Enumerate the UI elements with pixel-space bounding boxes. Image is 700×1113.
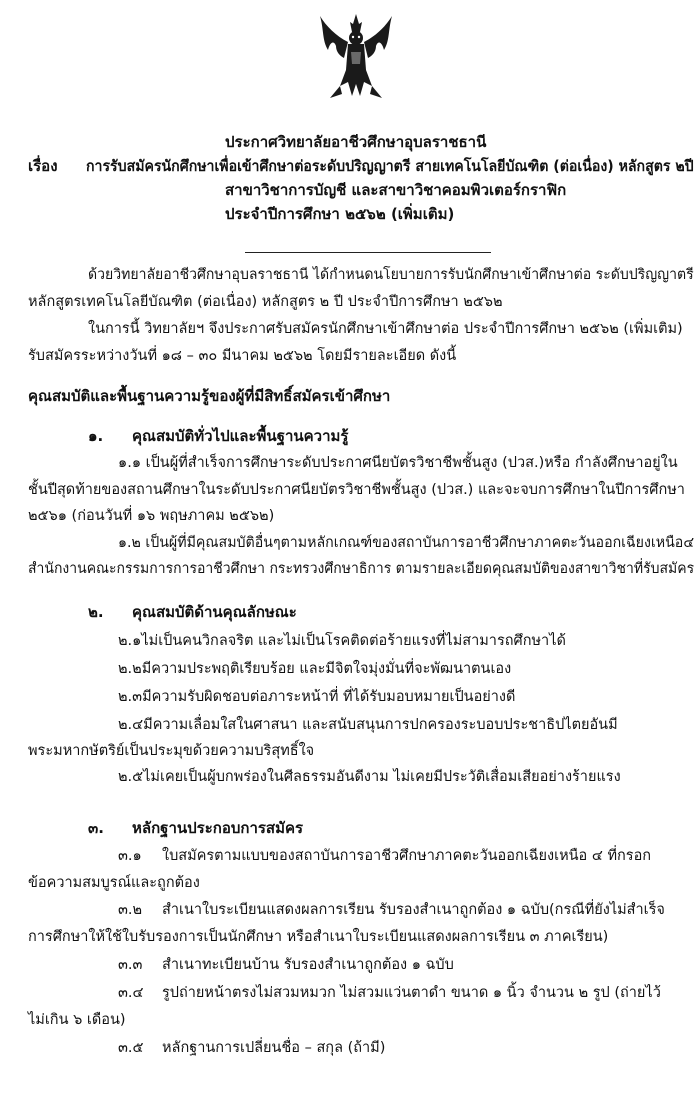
section-1-line-3: ๒๕๖๑ (ก่อนวันที่ ๑๖ พฤษภาคม ๒๕๖๒) [28, 508, 275, 524]
item-text: สำเนาใบระเบียนแสดงผลการเรียน รับรองสำเนาถูกต้อง ๑ ฉบับ(กรณีที่ยังไม่สำเร็จ [162, 902, 665, 918]
section-3-item-5 [118, 1037, 385, 1059]
intro-p1-line-2: หลักสูตรเทคโนโลยีบัณฑิต (ต่อเนื่อง) หลักสูตร ๒ ปี ประจำปีการศึกษา ๒๕๖๒ [28, 294, 503, 310]
section-2-line-3: ๒.๓มีความรับผิดชอบต่อภาระหน้าที่ ที่ได้รับมอบหมายเป็นอย่างดี [118, 689, 516, 705]
section-1-line-4: ๑.๒ เป็นผู้ที่มีคุณสมบัติอื่นๆตามหลักเกณฑ์ของสถาบันการอาชีวศึกษาภาคตะวันออกเฉียงเหนือ๔ [118, 535, 695, 551]
section-1-line-2: ชั้นปีสุดท้ายของสถานศึกษาในระดับประกาศนียบัตรวิชาชีพชั้นสูง (ปวส.) และจะจบการศึกษาในปีการศึกษา [28, 482, 685, 498]
section-2-line-2: ๒.๒มีความประพฤติเรียบร้อย และมีจิตใจมุ่งมั่นที่จะพัฒนาตนเอง [118, 661, 512, 677]
item-number: ๓.๒ [118, 902, 143, 918]
section-1-line-1: ๑.๑ เป็นผู้ที่สำเร็จการศึกษาระดับประกาศนียบัตรวิชาชีพชั้นสูง (ปวส.)หรือ กำลังศึกษาอยู่ใน [118, 455, 678, 471]
section-2-line-4: ๒.๔มีความเลื่อมใสในศาสนา และสนับสนุนการปกครองระบอบประชาธิปไตยอันมี [118, 717, 618, 733]
subject-line-1: การรับสมัครนักศึกษาเพื่อเข้าศึกษาต่อระดับปริญญาตรี สายเทคโนโลยีบัณฑิต (ต่อเนื่อง) หลักสูตร ๒ปี [86, 157, 694, 175]
intro-p2-line-1: ในการนี้ วิทยาลัยฯ จึงประกาศรับสมัครนักศึกษาเข้าศึกษาต่อ ประจำปีการศึกษา ๒๕๖๒ (เพิ่มเติม) [88, 321, 683, 337]
announcement-title: ประกาศวิทยาลัยอาชีวศึกษาอุบลราชธานี [225, 133, 487, 151]
garuda-emblem-icon [318, 12, 394, 104]
section-2-heading [88, 601, 297, 623]
item-text: สำเนาทะเบียนบ้าน รับรองสำเนาถูกต้อง ๑ ฉบับ [162, 957, 454, 973]
section-3-item-2 [118, 899, 665, 921]
section-2-line-1: ๒.๑ไม่เป็นคนวิกลจริต และไม่เป็นโรคติดต่อร้ายแรงที่ไม่สามารถศึกษาได้ [118, 633, 566, 649]
item-number: ๓.๕ [118, 1040, 144, 1056]
section-1-title: คุณสมบัติทั่วไปและพื้นฐานความรู้ [132, 427, 349, 445]
subject-label: เรื่อง [28, 157, 58, 175]
intro-p2-line-2: รับสมัครระหว่างวันที่ ๑๘ – ๓๐ มีนาคม ๒๕๖๒ โดยมีรายละเอียด ดังนี้ [28, 348, 457, 364]
section-3-title: หลักฐานประกอบการสมัคร [132, 819, 304, 837]
section-3-item-3 [118, 954, 454, 976]
section-2-line-6: ๒.๕ไม่เคยเป็นผู้บกพร่องในศีลธรรมอันดีงาม ไม่เคยมีประวัติเสื่อมเสียอย่างร้ายแรง [118, 769, 621, 785]
section-1-heading [88, 425, 348, 447]
section-2-line-5: พระมหากษัตริย์เป็นประมุขด้วยความบริสุทธิ์ใจ [28, 743, 315, 759]
item-text: ใบสมัครตามแบบของสถาบันการอาชีวศึกษาภาคตะวันออกเฉียงเหนือ ๔ ที่กรอก [162, 848, 652, 864]
section-3-heading [88, 817, 303, 839]
section-2-title: คุณสมบัติด้านคุณลักษณะ [132, 603, 297, 621]
section-3-number: ๓. [88, 819, 104, 837]
item-text: รูปถ่ายหน้าตรงไม่สวมหมวก ไม่สวมแว่นตาดำ ขนาด ๑ นิ้ว จำนวน ๒ รูป (ถ่ายไว้ [162, 985, 661, 1001]
subject-line-2: สาขาวิชาการบัญชี และสาขาวิชาคอมพิวเตอร์กราฟิก [225, 181, 567, 199]
section-1-line-5: สำนักงานคณะกรรมการการอาชีวศึกษา กระทรวงศึกษาธิการ ตามรายละเอียดคุณสมบัติของสาขาวิชาที่รับสมัคร [28, 561, 695, 577]
section-1-number: ๑. [88, 427, 104, 445]
section-3-item-4 [118, 982, 661, 1004]
qualifications-heading: คุณสมบัติและพื้นฐานความรู้ของผู้ที่มีสิทธิ์สมัครเข้าศึกษา [28, 387, 391, 405]
section-3-item-1-cont: ข้อความสมบูรณ์และถูกต้อง [28, 875, 200, 891]
section-2-number: ๒. [88, 603, 104, 621]
intro-p1-line-1: ด้วยวิทยาลัยอาชีวศึกษาอุบลราชธานี ได้กำหนดนโยบายการรับนักศึกษาเข้าศึกษาต่อ ระดับปริญญาตรี [88, 267, 694, 283]
item-number: ๓.๑ [118, 848, 142, 864]
item-number: ๓.๓ [118, 957, 143, 973]
header-divider [245, 252, 491, 253]
section-3-item-4-cont: ไม่เกิน ๖ เดือน) [28, 1012, 126, 1028]
section-3-item-1 [118, 845, 651, 867]
item-text: หลักฐานการเปลี่ยนชื่อ – สกุล (ถ้ามี) [162, 1040, 386, 1056]
item-number: ๓.๔ [118, 985, 144, 1001]
section-3-item-2-cont: การศึกษาให้ใช้ใบรับรองการเป็นนักศึกษา หรือสำเนาใบระเบียนแสดงผลการเรียน ๓ ภาคเรียน) [28, 929, 609, 945]
subject-line-3: ประจำปีการศึกษา ๒๕๖๒ (เพิ่มเติม) [225, 205, 455, 223]
